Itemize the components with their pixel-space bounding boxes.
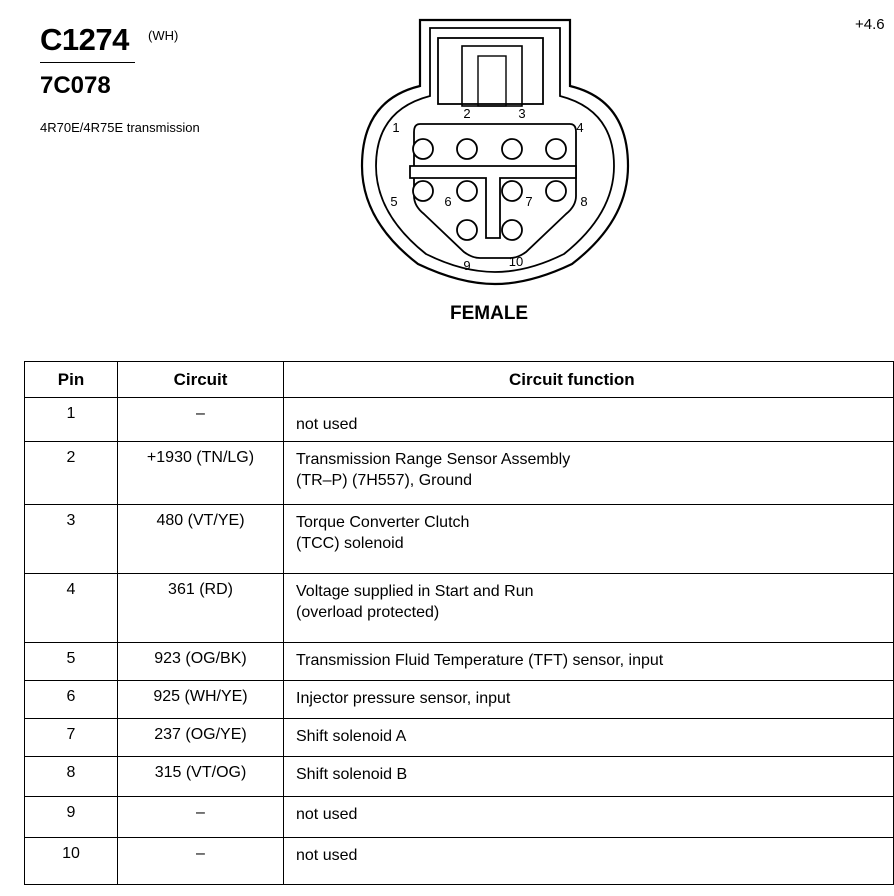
pin-cavity-9: [457, 220, 477, 240]
circuit-function-line: Transmission Range Sensor Assembly: [296, 451, 571, 468]
pin-number-cell: 6: [25, 681, 118, 719]
header-pin: Pin: [25, 362, 118, 398]
table-row: [25, 719, 894, 757]
circuit-function-cell: [284, 574, 894, 643]
pin-number-cell: 3: [25, 505, 118, 574]
engine-code: +4.6: [855, 16, 885, 33]
connector-code: C1274: [40, 22, 129, 57]
circuit-function-cell: [284, 505, 894, 574]
circuit-cell: 315 (VT/OG): [118, 757, 284, 797]
pin-number-cell: 4: [25, 574, 118, 643]
header-circuit: Circuit: [118, 362, 284, 398]
pin-cavity-5: [413, 181, 433, 201]
connector-face-diagram: [350, 16, 640, 296]
pin-cavity-1: [413, 139, 433, 159]
pin-label-8: 8: [580, 194, 588, 209]
latch-tab-slot: [478, 56, 506, 106]
circuit-function-line: (TR–P) (7H557), Ground: [296, 472, 473, 489]
connector-color: (WH): [148, 28, 179, 43]
circuit-cell: 361 (RD): [118, 574, 284, 643]
table-body: [25, 398, 894, 885]
circuit-function-line: not used: [296, 416, 358, 433]
application-description: 4R70E/4R75E transmission: [40, 120, 200, 135]
circuit-function-line: Transmission Fluid Temperature (TFT) sensor, input: [296, 652, 664, 669]
pin-cavity-7: [502, 181, 522, 201]
pin-label-4: 4: [576, 120, 584, 135]
circuit-function-cell: [284, 442, 894, 505]
circuit-function-cell: [284, 681, 894, 719]
pin-cavity-3: [502, 139, 522, 159]
pin-cavity-8: [546, 181, 566, 201]
circuit-function-line: Voltage supplied in Start and Run: [296, 583, 534, 600]
pin-number-cell: 1: [25, 398, 118, 442]
circuit-function-cell: [284, 398, 894, 442]
pin-label-3: 3: [518, 106, 526, 121]
pin-cavity-4: [546, 139, 566, 159]
pin-label-6: 6: [444, 194, 452, 209]
circuit-cell: 237 (OG/YE): [118, 719, 284, 757]
part-number: 7C078: [40, 72, 111, 99]
pin-cavity-2: [457, 139, 477, 159]
table-row: [25, 838, 894, 885]
circuit-function-line: Shift solenoid A: [296, 728, 407, 745]
pin-cavity-6: [457, 181, 477, 201]
table-row: [25, 797, 894, 838]
pin-function-table: [24, 361, 894, 885]
circuit-function-line: not used: [296, 806, 358, 823]
circuit-function-line: (TCC) solenoid: [296, 535, 404, 552]
pin-label-7: 7: [525, 194, 533, 209]
connector-outer-shell: [362, 20, 628, 284]
table-row: [25, 398, 894, 442]
latch-tab: [462, 46, 522, 106]
circuit-cell: 480 (VT/YE): [118, 505, 284, 574]
circuit-cell: 923 (OG/BK): [118, 643, 284, 681]
table-row: [25, 442, 894, 505]
pin-number-cell: 8: [25, 757, 118, 797]
latch-housing: [438, 38, 543, 104]
circuit-function-cell: [284, 838, 894, 885]
pin-label-2: 2: [463, 106, 471, 121]
title-underline: [40, 62, 135, 63]
circuit-function-line: not used: [296, 847, 358, 864]
circuit-cell: +1930 (TN/LG): [118, 442, 284, 505]
circuit-cell: –: [118, 398, 284, 442]
circuit-function-cell: [284, 757, 894, 797]
circuit-cell: –: [118, 797, 284, 838]
pin-number-cell: 10: [25, 838, 118, 885]
circuit-function-line: Injector pressure sensor, input: [296, 690, 511, 707]
table-row: [25, 574, 894, 643]
circuit-function-cell: [284, 797, 894, 838]
pin-label-5: 5: [390, 194, 398, 209]
circuit-function-cell: [284, 643, 894, 681]
pin-number-cell: 5: [25, 643, 118, 681]
circuit-cell: 925 (WH/YE): [118, 681, 284, 719]
pin-number-cell: 7: [25, 719, 118, 757]
pin-label-1: 1: [392, 120, 400, 135]
circuit-function-line: Torque Converter Clutch: [296, 514, 470, 531]
circuit-function-line: Shift solenoid B: [296, 766, 408, 783]
table-row: [25, 505, 894, 574]
table-row: [25, 643, 894, 681]
circuit-function-cell: [284, 719, 894, 757]
pin-cavity-10: [502, 220, 522, 240]
circuit-function-line: (overload protected): [296, 604, 440, 621]
table-row: [25, 757, 894, 797]
connector-gender-label: FEMALE: [450, 303, 529, 324]
header-circuit-function: Circuit function: [284, 362, 894, 398]
table-header-row: [25, 362, 894, 398]
pin-number-cell: 2: [25, 442, 118, 505]
pin-label-9: 9: [463, 258, 471, 273]
table-row: [25, 681, 894, 719]
circuit-cell: –: [118, 838, 284, 885]
pin-number-cell: 9: [25, 797, 118, 838]
pin-label-10: 10: [508, 254, 524, 269]
